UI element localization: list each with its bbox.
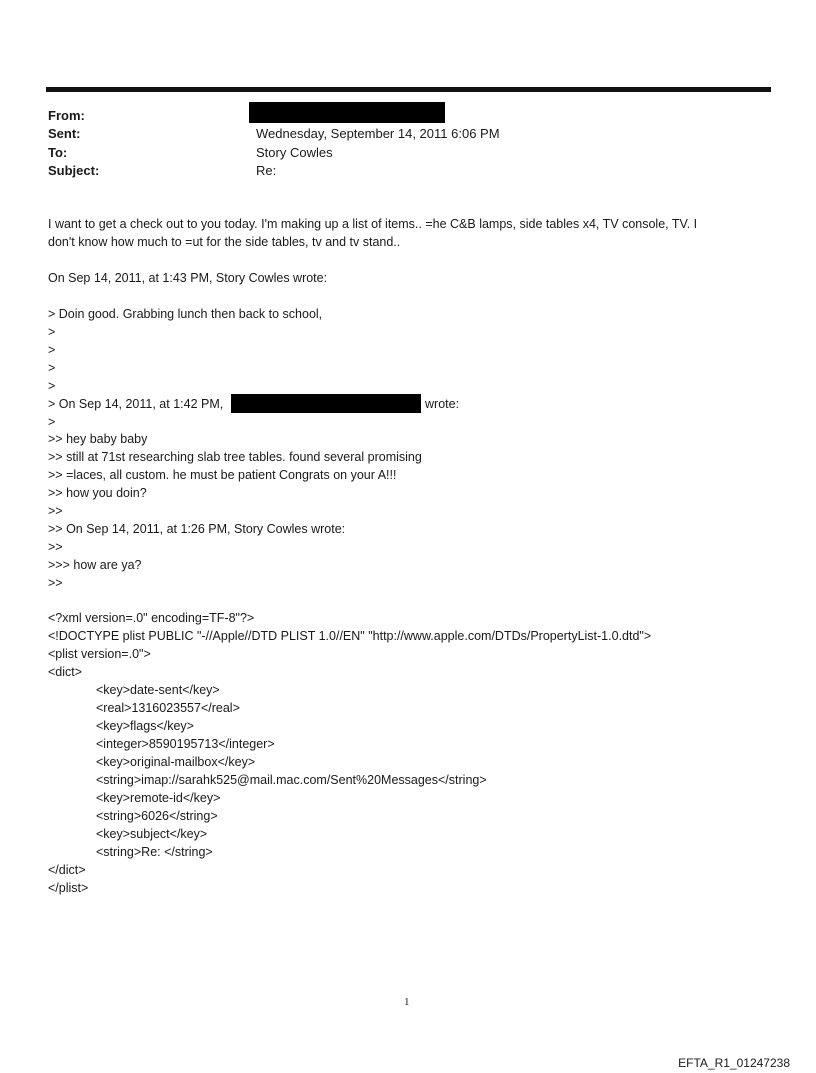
- sent-value: Wednesday, September 14, 2011 6:06 PM: [256, 126, 500, 141]
- plist-line: <integer>8590195713</integer>: [96, 737, 275, 751]
- plist-line: <key>date-sent</key>: [96, 683, 220, 697]
- quote-line: wrote:: [425, 397, 460, 411]
- quote-line: >> hey baby baby: [48, 432, 148, 446]
- plist-line: <dict>: [48, 665, 83, 679]
- quote-line: >> still at 71st researching slab tree tables. found several promising: [48, 450, 422, 464]
- document-id: EFTA_R1_01247238: [678, 1056, 790, 1070]
- plist-line: <plist version=.0">: [48, 647, 151, 661]
- quote-line: >>: [48, 540, 63, 554]
- quote-line: >> On Sep 14, 2011, at 1:26 PM, Story Cowles wrote:: [48, 522, 346, 536]
- subject-label: Subject:: [48, 163, 100, 178]
- plist-line: <key>original-mailbox</key>: [96, 755, 256, 769]
- plist-line: <key>subject</key>: [96, 827, 208, 841]
- plist-line: <key>remote-id</key>: [96, 791, 221, 805]
- quote-line: > Doin good. Grabbing lunch then back to school,: [48, 307, 323, 321]
- plist-line: <key>flags</key>: [96, 719, 194, 733]
- to-value: Story Cowles: [256, 145, 333, 160]
- redaction-sender: [231, 394, 421, 413]
- quote-header: On Sep 14, 2011, at 1:43 PM, Story Cowles wrote:: [48, 271, 328, 285]
- quote-line: >: [48, 325, 56, 339]
- redaction-from: [249, 102, 445, 123]
- quote-line: >: [48, 415, 56, 429]
- plist-line: <string>imap://sarahk525@mail.mac.com/Sent%20Messages</string>: [96, 773, 487, 787]
- plist-line: </dict>: [48, 863, 86, 877]
- quote-line: >>: [48, 576, 63, 590]
- quote-line: > On Sep 14, 2011, at 1:42 PM,: [48, 397, 224, 411]
- to-label: To:: [48, 145, 68, 160]
- quote-line: >>> how are ya?: [48, 558, 142, 572]
- plist-line: <!DOCTYPE plist PUBLIC "-//Apple//DTD PLIST 1.0//EN" "http://www.apple.com/DTDs/PropertyList-1.0.dtd">: [48, 629, 652, 643]
- top-rule: [46, 87, 771, 92]
- from-label: From:: [48, 108, 85, 123]
- plist-line: </plist>: [48, 881, 89, 895]
- quote-line: >: [48, 343, 56, 357]
- quote-line: >: [48, 379, 56, 393]
- sent-label: Sent:: [48, 126, 81, 141]
- quote-line: >: [48, 361, 56, 375]
- subject-value: Re:: [256, 163, 277, 178]
- body-line: don't know how much to =ut for the side tables, tv and tv stand..: [48, 235, 401, 249]
- plist-line: <string>6026</string>: [96, 809, 218, 823]
- page-number: 1: [404, 996, 410, 1008]
- quote-line: >> =laces, all custom. he must be patient Congrats on your A!!!: [48, 468, 397, 482]
- plist-line: <string>Re: </string>: [96, 845, 213, 859]
- quote-line: >> how you doin?: [48, 486, 147, 500]
- body-line: I want to get a check out to you today. I'm making up a list of items.. =he C&B lamps, side tables x4, TV console, TV. I: [48, 217, 698, 231]
- plist-line: <?xml version=.0" encoding=TF-8"?>: [48, 611, 255, 625]
- quote-line: >>: [48, 504, 63, 518]
- plist-line: <real>1316023557</real>: [96, 701, 240, 715]
